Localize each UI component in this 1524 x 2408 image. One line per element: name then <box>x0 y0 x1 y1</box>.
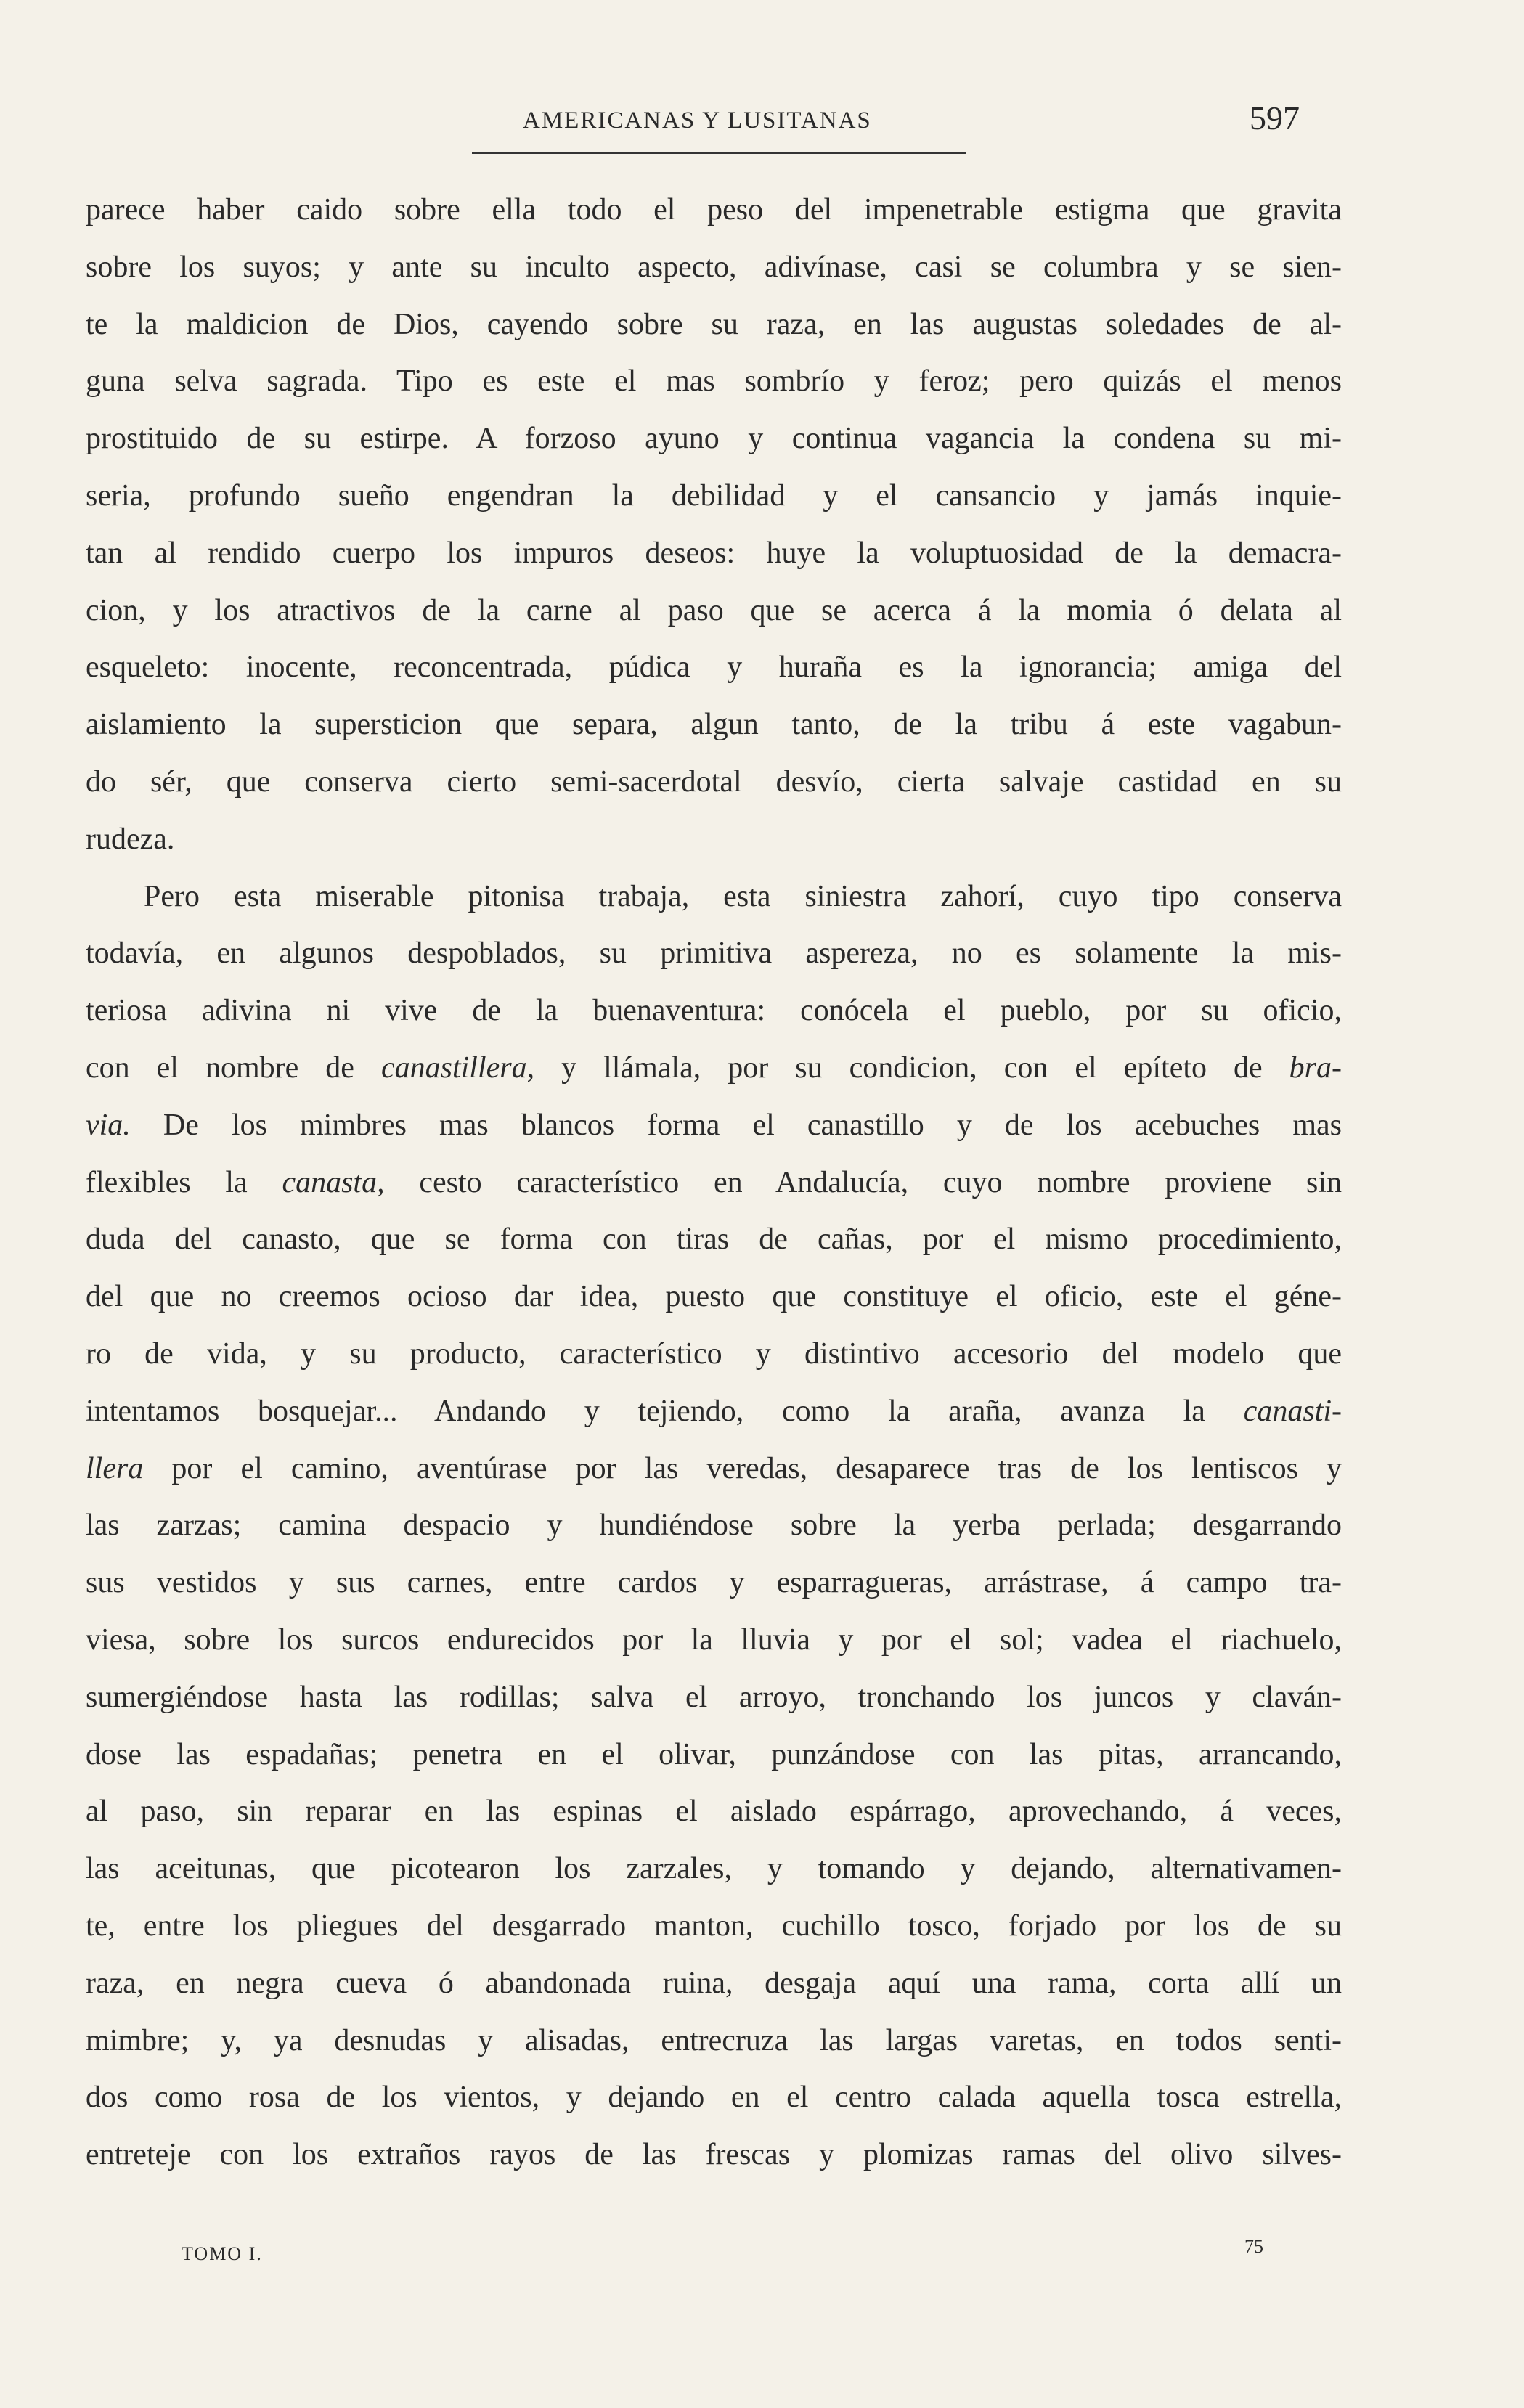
text-line: guna selva sagrada. Tipo es este el mas sombrío y feroz; pero quizás el menos <box>86 364 1342 399</box>
text-line-with-italics: flexibles la canasta, cesto característico en Andalucía, cuyo nombre proviene sin <box>86 1165 1342 1199</box>
text-line: sus vestidos y sus carnes, entre cardos y esparragueras, arrástrase, á campo tra- <box>86 1566 1342 1600</box>
text-line: al paso, sin reparar en las espinas el aislado espárrago, aprovechando, á veces, <box>86 1795 1342 1829</box>
text-line: parece haber caido sobre ella todo el peso del impenetrable estigma que gravita <box>86 193 1342 226</box>
text-line: dose las espadañas; penetra en el olivar, punzándose con las pitas, arrancando, <box>86 1737 1342 1771</box>
text-line: dos como rosa de los vientos, y dejando en el centro calada aquella tosca estrella, <box>86 2081 1342 2115</box>
page-header <box>465 99 1300 160</box>
text-line: mimbre; y, ya desnudas y alisadas, entrecruza las largas varetas, en todos senti- <box>86 2023 1342 2057</box>
italic-term: canasta, <box>282 1165 385 1199</box>
text-line-with-italics: intentamos bosquejar... Andando y tejiendo, como la araña, avanza la canasti- <box>86 1394 1342 1428</box>
text-line: sobre los suyos; y ante su inculto aspecto, adivínase, casi se columbra y se sien- <box>86 250 1342 284</box>
text-line-with-italics: con el nombre de canastillera, y llámala, por su condicion, con el epíteto de bra- <box>86 1050 1342 1085</box>
text-line: prostituido de su estirpe. A forzoso ayuno y continua vagancia la condena su mi- <box>86 422 1342 456</box>
volume-label: TOMO I. <box>182 2243 263 2264</box>
text-line: todavía, en algunos despoblados, su primitiva aspereza, no es solamente la mis- <box>86 936 1342 971</box>
text-line: te, entre los pliegues del desgarrado manton, cuchillo tosco, forjado por los de su <box>86 1909 1342 1943</box>
text-line: cion, y los atractivos de la carne al paso que se acerca á la momia ó delata al <box>86 593 1342 627</box>
text-line-with-italics: llera por el camino, aventúrase por las veredas, desaparece tras de los lentiscos y <box>86 1451 1342 1485</box>
text-line: las zarzas; camina despacio y hundiéndose sobre la yerba perlada; desgarrando <box>86 1509 1342 1543</box>
paragraph-end-line: rudeza. <box>86 822 175 856</box>
signature-mark: 75 <box>1244 2236 1263 2257</box>
italic-term: bra- <box>1289 1050 1342 1085</box>
italic-term: llera <box>86 1451 144 1485</box>
text-line: tan al rendido cuerpo los impuros deseos: huye la voluptuosidad de la demacra- <box>86 536 1342 570</box>
text-line: seria, profundo sueño engendran la debilidad y el cansancio y jamás inquie- <box>86 478 1342 513</box>
text-line: las aceitunas, que picotearon los zarzales, y tomando y dejando, alternativamen- <box>86 1852 1342 1886</box>
text-line: te la maldicion de Dios, cayendo sobre su raza, en las augustas soledades de al- <box>86 307 1342 341</box>
text-line: esqueleto: inocente, reconcentrada, púdica y huraña es la ignorancia; amiga del <box>86 650 1342 685</box>
page-number: 597 <box>1250 99 1300 136</box>
text-line: ro de vida, y su producto, característico y distintivo accesorio del modelo que <box>86 1336 1342 1371</box>
text-line: raza, en negra cueva ó abandonada ruina, desgaja aquí una rama, corta allí un <box>86 1966 1342 2000</box>
paragraph-start-line: Pero esta miserable pitonisa trabaja, esta siniestra zahorí, cuyo tipo conserva <box>144 879 1342 913</box>
text-line: viesa, sobre los surcos endurecidos por la lluvia y por el sol; vadea el riachuelo, <box>86 1623 1342 1657</box>
text-line-with-italics: via. De los mimbres mas blancos forma el canastillo y de los acebuches mas <box>86 1108 1342 1142</box>
italic-term: via. <box>86 1108 131 1142</box>
text-line: do sér, que conserva cierto semi-sacerdotal desvío, cierta salvaje castidad en su <box>86 764 1342 799</box>
text-line: del que no creemos ocioso dar idea, puesto que constituye el oficio, este el géne- <box>86 1280 1342 1314</box>
text-line: entreteje con los extraños rayos de las frescas y plomizas ramas del olivo silves- <box>86 2138 1342 2172</box>
page-footer <box>182 2236 1263 2287</box>
running-title: AMERICANAS Y LUSITANAS <box>523 107 872 134</box>
text-line: duda del canasto, que se forma con tiras de cañas, por el mismo procedimiento, <box>86 1223 1342 1257</box>
text-line: teriosa adivina ni vive de la buenaventura: conócela el pueblo, por su oficio, <box>86 994 1342 1028</box>
italic-term: canastillera, <box>380 1050 535 1085</box>
body-text <box>86 181 1342 2184</box>
header-rule <box>472 152 966 154</box>
text-line: sumergiéndose hasta las rodillas; salva el arroyo, tronchando los juncos y claván- <box>86 1680 1342 1714</box>
text-line: aislamiento la supersticion que separa, algun tanto, de la tribu á este vagabun- <box>86 708 1342 742</box>
italic-term: canasti- <box>1243 1394 1342 1428</box>
